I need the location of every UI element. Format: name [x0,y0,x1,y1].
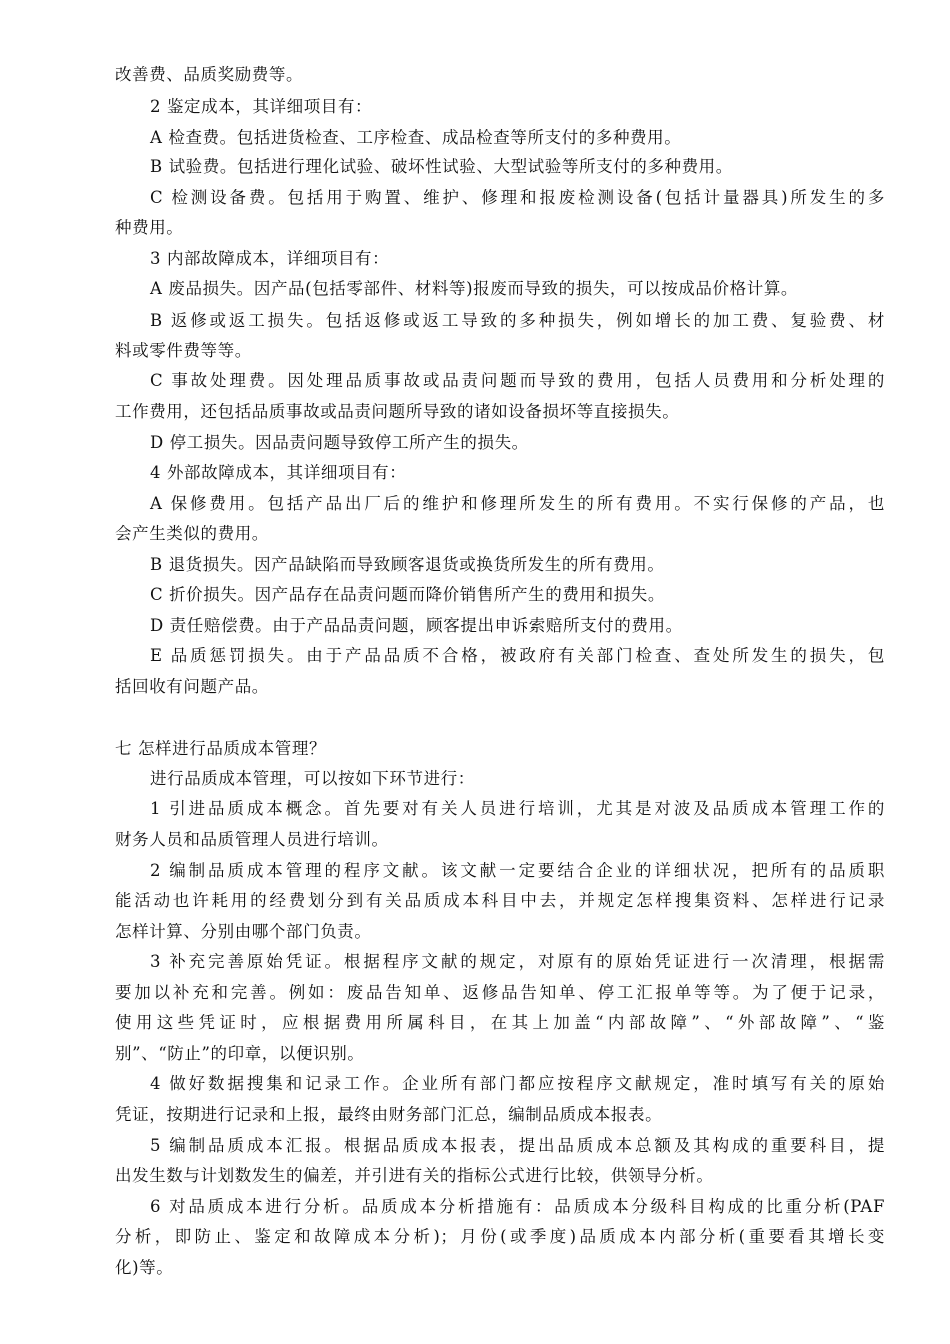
text-line: 凭证，按期进行记录和上报，最终由财务部门汇总，编制品质成本报表。 [115,1105,663,1124]
text-line: 5 编制品质成本汇报。根据品质成本报表，提出品质成本总额及其构成的重要科目，提 [150,1136,885,1155]
text-line: A 检查费。包括进货检查、工序检查、成品检查等所支付的多种费用。 [150,128,682,147]
text-line: 要加以补充和完善。例如：废品告知单、返修品告知单、停工汇报单等等。为了便于记录， [115,983,885,1002]
text-line: 使用这些凭证时，应根据费用所属科目，在其上加盖“内部故障”、“外部故障”、“鉴 [115,1013,885,1032]
text-line: 1 引进品质成本概念。首先要对有关人员进行培训，尤其是对波及品质成本管理工作的 [150,799,885,818]
text-line: 种费用。 [115,218,184,237]
text-line: 2 鉴定成本，其详细项目有： [150,97,373,116]
text-line: B 试验费。包括进行理化试验、破坏性试验、大型试验等所支付的多种费用。 [150,157,733,176]
text-line: 别”、“防止”的印章，以便识别。 [115,1044,365,1063]
section-heading: 七 怎样进行品质成本管理？ [115,739,327,758]
text-line: D 停工损失。因品责问题导致停工所产生的损失。 [150,433,529,452]
text-line: 化)等。 [115,1258,174,1277]
text-line: 3 补充完善原始凭证。根据程序文献的规定，对原有的原始凭证进行一次清理，根据需 [150,952,885,971]
text-line: 改善费、品质奖励费等。 [115,65,304,84]
text-line: 2 编制品质成本管理的程序文献。该文献一定要结合企业的详细状况，把所有的品质职 [150,861,885,880]
text-line: C 事故处理费。因处理品质事故或品责问题而导致的费用，包括人员费用和分析处理的 [150,371,885,390]
text-line: 4 做好数据搜集和记录工作。企业所有部门都应按程序文献规定，准时填写有关的原始 [150,1074,885,1093]
text-line: B 返修或返工损失。包括返修或返工导致的多种损失，例如增长的加工费、复验费、材 [150,311,885,330]
text-line: 括回收有问题产品。 [115,677,269,696]
text-line: 4 外部故障成本，其详细项目有： [150,463,407,482]
text-line: E 品质惩罚损失。由于产品品质不合格，被政府有关部门检查、查处所发生的损失，包 [150,646,885,665]
text-line: A 保修费用。包括产品出厂后的维护和修理所发生的所有费用。不实行保修的产品，也 [150,494,885,513]
text-line: 分析，即防止、鉴定和故障成本分析)；月份(或季度)品质成本内部分析(重要看其增长变 [115,1227,885,1246]
text-line: B 退货损失。因产品缺陷而导致顾客退货或换货所发生的所有费用。 [150,555,665,574]
text-line: 6 对品质成本进行分析。品质成本分析措施有：品质成本分级科目构成的比重分析(PAF [150,1197,885,1216]
text-line: C 检测设备费。包括用于购置、维护、修理和报废检测设备(包括计量器具)所发生的多 [150,188,885,207]
text-line: 财务人员和品质管理人员进行培训。 [115,830,389,849]
text-line: 3 内部故障成本，详细项目有： [150,249,390,268]
text-line: 进行品质成本管理，可以按如下环节进行： [150,769,475,788]
text-line: C 折价损失。因产品存在品责问题而降价销售所产生的费用和损失。 [150,585,665,604]
text-line: 能活动也许耗用的经费划分到有关品质成本科目中去，并规定怎样搜集资料、怎样进行记录 [115,891,885,910]
text-line: 怎样计算、分别由哪个部门负责。 [115,922,372,941]
text-line: 工作费用，还包括品质事故或品责问题所导致的诸如设备损坏等直接损失。 [115,402,680,421]
text-line: 料或零件费等等。 [115,341,252,360]
text-line: 会产生类似的费用。 [115,524,269,543]
text-line: A 废品损失。因产品(包括零部件、材料等)报废而导致的损失，可以按成品价格计算。 [150,279,799,298]
text-line: 出发生数与计划数发生的偏差，并引进有关的指标公式进行比较，供领导分析。 [115,1166,714,1185]
text-line: D 责任赔偿费。由于产品品责问题，顾客提出申诉索赔所支付的费用。 [150,616,683,635]
